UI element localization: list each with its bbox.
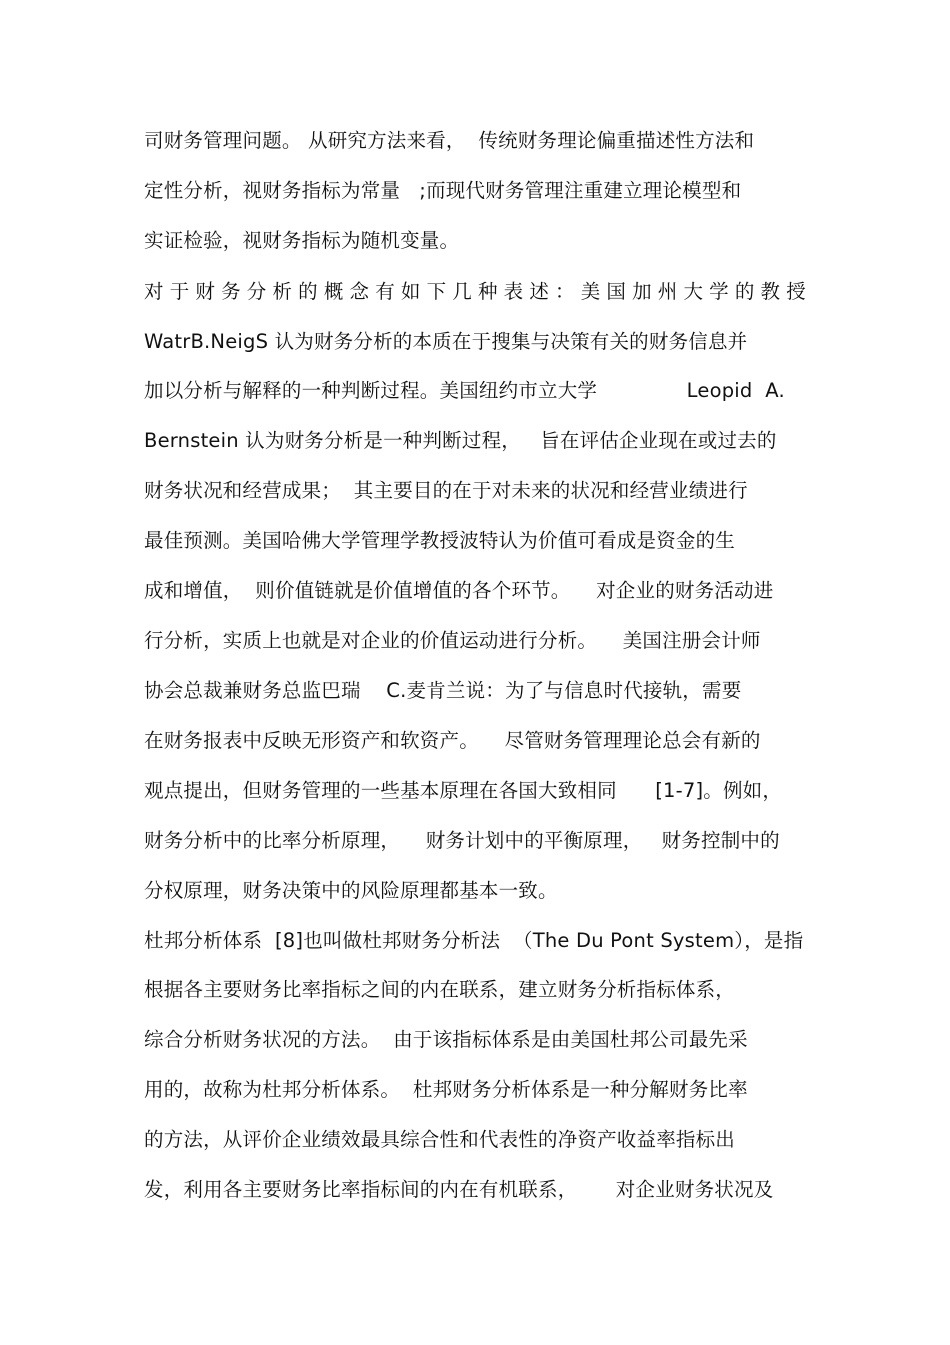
text-char: 学 [709, 280, 729, 303]
text-char: 州 [657, 280, 678, 303]
text-line: 司财务管理问题。 从研究方法来看， 传统财务理论偏重描述性方法和 [144, 129, 755, 152]
text-char: ： [555, 280, 575, 303]
text-char: 国 [606, 280, 627, 303]
text-line: 协会总裁兼财务总监巴瑞 C.麦肯兰说：为了与信息时代接轨，需要 [144, 679, 742, 702]
text-line: 加以分析与解释的一种判断过程。美国纽约市立大学 Leopid A. [144, 379, 785, 402]
text-char: 几 [452, 280, 472, 303]
text-char: 于 [169, 280, 190, 303]
text-char: 述 [529, 280, 550, 303]
text-char: 分 [246, 280, 267, 303]
text-line: 成和增值， 则价值链就是价值增值的各个环节。 对企业的财务活动进 [144, 579, 774, 602]
text-line: 的方法，从评价企业绩效最具综合性和代表性的净资产收益率指标出 [144, 1128, 736, 1151]
text-char: 析 [272, 280, 293, 303]
text-line: 定性分析，视财务指标为常量 ;而现代财务管理注重建立理论模型和 [144, 179, 742, 202]
text-line: WatrB.NeigS 认为财务分析的本质在于搜集与决策有关的财务信息并 [144, 330, 748, 353]
text-char: 教 [760, 280, 781, 303]
text-char: 财 [195, 280, 216, 303]
text-line: 在财务报表中反映无形资产和软资产。 尽管财务管理理论总会有新的 [144, 729, 761, 752]
text-char: 务 [221, 280, 241, 303]
text-line: 财务分析中的比率分析原理， 财务计划中的平衡原理， 财务控制中的 [144, 829, 780, 852]
text-char: 加 [632, 280, 652, 303]
text-char: 美 [580, 280, 601, 303]
text-line: 根据各主要财务比率指标之间的内在联系，建立财务分析指标体系， [144, 978, 736, 1001]
text-line: 行分析，实质上也就是对企业的价值运动进行分析。 美国注册会计师 [144, 629, 761, 652]
text-char: 大 [683, 280, 704, 303]
text-char: 的 [298, 280, 318, 303]
text-char: 种 [477, 280, 498, 303]
text-char: 念 [349, 280, 370, 303]
text-line: 用的，故称为杜邦分析体系。 杜邦财务分析体系是一种分解财务比率 [144, 1078, 748, 1101]
text-char: 概 [323, 280, 344, 303]
text-char: 授 [786, 280, 806, 303]
text-char: 有 [375, 280, 395, 303]
text-char: 表 [503, 280, 524, 303]
text-line: 分权原理，财务决策中的风险原理都基本一致。 [144, 879, 558, 902]
text-line: 实证检验，视财务指标为随机变量。 [144, 229, 460, 252]
text-line: 杜邦分析体系 [8]也叫做杜邦财务分析法 （The Du Pont System），是指 [144, 929, 804, 952]
text-char: 对 [144, 280, 164, 303]
text-line: 发，利用各主要财务比率指标间的内在有机联系， 对企业财务状况及 [144, 1178, 774, 1201]
text-line: 观点提出，但财务管理的一些基本原理在各国大致相同 [1-7]。例如， [144, 779, 783, 802]
text-char: 下 [426, 280, 447, 303]
text-line: 最佳预测。美国哈佛大学管理学教授波特认为价值可看成是资金的生 [144, 529, 736, 552]
text-char: 的 [734, 280, 755, 303]
paragraph-opening-line [144, 279, 806, 305]
text-line: Bernstein 认为财务分析是一种判断过程， 旨在评估企业现在或过去的 [144, 429, 777, 452]
text-line: 综合分析财务状况的方法。 由于该指标体系是由美国杜邦公司最先采 [144, 1028, 748, 1051]
text-char: 如 [400, 280, 421, 303]
text-line: 财务状况和经营成果； 其主要目的在于对未来的状况和经营业绩进行 [144, 479, 748, 502]
